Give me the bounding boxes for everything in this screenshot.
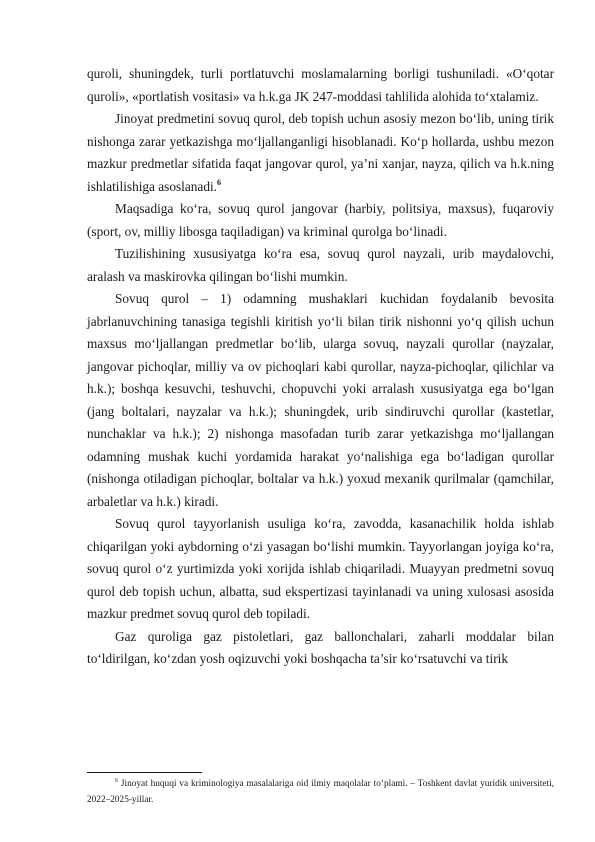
footnote-reference[interactable]: 6	[217, 177, 221, 187]
document-body	[87, 63, 554, 671]
paragraph-gas-weapon: Gaz quroliga gaz pistoletlari, gaz ballonchalari, zaharli moddalar bilan to‘ldirilgan, ko‘zdan yosh oqizuvchi yoki boshqacha ta’sir ko‘rsatuvchi va tirik	[87, 628, 554, 666]
paragraph-manufacture: Sovuq qurol tayyorlanish usuliga ko‘ra, zavodda, kasanachilik holda ishlab chiqarilgan yoki aybdorning o‘zi yasagan bo‘lishi mumkin. Tayyorlangan joyiga ko‘ra, sovuq qurol o‘z yurtimizda yoki xorijda ishlab chiqariladi. Muayyan predmetni sovuq qurol deb topish uchun, albatta, sud ekspertizasi tayinlanadi va uning xulosasi asosida mazkur predmet sovuq qurol deb topiladi.	[87, 516, 554, 621]
footnote-number: 6	[115, 778, 118, 784]
footnote-text: Jinoyat huquqi va kriminologiya masalalariga oid ilmiy maqolalar to‘plami. – Toshkent davlat yuridik universiteti, 2022–2025-yillar.	[87, 779, 554, 805]
paragraph-text: Jinoyat predmetini sovuq qurol, deb topish uchun asosiy mezon bo‘lib, uning tirik nishonga zarar yetkazishga mo‘ljallanganligi hisoblanadi. Ko‘p hollarda, ushbu mezon mazkur predmetlar sifatida faqat jangovar qurol, ya’ni xanjar, nayza, qilich va h.k.ning ishlatilishiga asoslanadi.	[87, 111, 554, 194]
paragraph-purpose: Maqsadiga ko‘ra, sovuq qurol jangovar (harbiy, politsiya, maxsus), fuqaroviy (sport, ov, milliy libosga taqiladigan) va kriminal qurolga bo‘linadi.	[87, 201, 554, 239]
footnote	[87, 776, 554, 808]
footnote-divider	[87, 772, 202, 773]
paragraph-structure: Tuzilishining xususiyatga ko‘ra esa, sovuq qurol nayzali, urib maydalovchi, aralash va maskirovka qilingan bo‘lishi mumkin.	[87, 246, 554, 284]
paragraph-criterion	[87, 108, 554, 198]
paragraph-continuation: quroli, shuningdek, turli portlatuvchi moslamalarning borligi tushuniladi. «O‘qotar quroli», «portlatish vositasi» va h.k.ga JK 247-moddasi tahlilida alohida to‘xtalamiz.	[87, 66, 554, 104]
paragraph-definition: Sovuq qurol – 1) odamning mushaklari kuchidan foydalanib bevosita jabrlanuvchining tanasiga tegishli kiritish yo‘li bilan tirik nishonni yo‘q qilish uchun maxsus mo‘ljallangan predmetlar bo‘lib, ularga sovuq, nayzali qurollar (nayzalar, jangovar pichoqlar, milliy va ov pichoqlari kabi qurollar, nayza-pichoqlar, qilichlar va h.k.); boshqa kesuvchi, teshuvchi, chopuvchi yoki arralash xususiyatga ega bo‘lgan (jang boltalari, nayzalar va h.k.); shuningdek, urib sindiruvchi qurollar (kastetlar, nunchaklar va h.k.); 2) nishonga masofadan turib zarar yetkazishga mo‘ljallangan odamning mushak kuchi yordamida harakat yo‘nalishiga ega bo‘ladigan qurollar (nishonga otiladigan pichoqlar, boltalar va h.k.) yoxud mexanik qurilmalar (qamchilar, arbaletlar va h.k.) kiradi.	[87, 291, 554, 509]
